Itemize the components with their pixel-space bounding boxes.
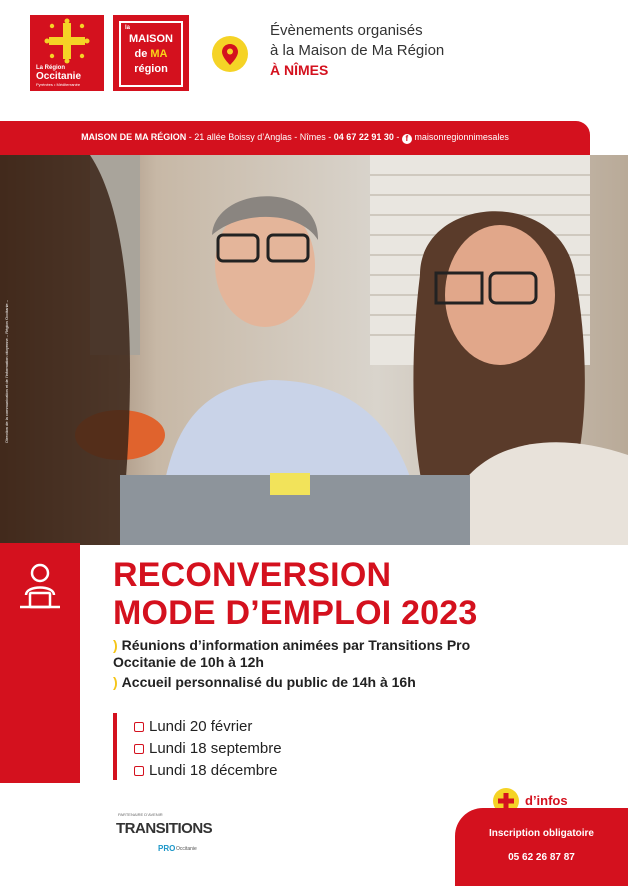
logo-maison-line1: MAISON bbox=[129, 33, 173, 45]
region-occitanie-logo bbox=[30, 15, 104, 91]
transitions-pro-region: Occitanie bbox=[176, 846, 197, 852]
address-band bbox=[0, 121, 590, 155]
bullet-marker: ) bbox=[113, 637, 118, 653]
date-text: Lundi 20 février bbox=[149, 718, 253, 735]
signup-required: Inscription obligatoire bbox=[488, 828, 594, 839]
occitan-cross-icon bbox=[30, 15, 104, 65]
facebook-handle[interactable]: maisonregionnimesales bbox=[414, 132, 509, 142]
bullet1-text2: Occitanie de 10h à 12h bbox=[113, 654, 264, 670]
events-heading-line1: Évènements organisés bbox=[270, 22, 423, 39]
facebook-icon: f bbox=[402, 134, 412, 144]
venue-address: - 21 allée Boissy d’Anglas - Nîmes - bbox=[186, 132, 334, 142]
date-item bbox=[134, 740, 282, 757]
more-info-label: d’infos bbox=[525, 793, 568, 808]
logo-maison-line2 bbox=[121, 48, 181, 60]
maison-de-ma-region-logo bbox=[113, 15, 189, 91]
date-text: Lundi 18 décembre bbox=[149, 762, 278, 779]
transitions-pro-label: PRO bbox=[158, 844, 176, 853]
office-photo bbox=[0, 155, 628, 545]
signup-box bbox=[455, 808, 628, 886]
bullet-info-sessions bbox=[113, 637, 470, 653]
logo-region-name: Occitanie bbox=[36, 71, 82, 82]
bullet2-text: Accueil personnalisé du public de 14h à 16h bbox=[121, 674, 416, 690]
date-item bbox=[134, 718, 252, 735]
side-accent-bar bbox=[0, 543, 80, 783]
title-line1: RECONVERSION bbox=[113, 556, 392, 594]
date-text: Lundi 18 septembre bbox=[149, 740, 282, 757]
bullet-info-sessions-cont bbox=[113, 654, 264, 670]
logo-maison-de: de bbox=[134, 48, 148, 60]
band-separator: - bbox=[393, 132, 402, 142]
events-heading-line2: à la Maison de Ma Région bbox=[270, 42, 445, 59]
photo-credit: Direction de la communication et de l’information citoyenne – Région Occitanie – bbox=[4, 300, 9, 443]
logo-region-label: La Région bbox=[36, 65, 66, 71]
address-line bbox=[0, 132, 590, 144]
transitions-pro-logo: TRANSITIONS bbox=[116, 820, 213, 837]
bullet1-text1: Réunions d’information animées par Transitions Pro bbox=[121, 637, 471, 653]
bullet-marker: ) bbox=[113, 674, 118, 690]
title-line2: MODE D’EMPLOI 2023 bbox=[113, 594, 478, 632]
logo-maison-ma: MA bbox=[150, 48, 168, 60]
logo-frame bbox=[119, 21, 183, 87]
events-city: À NÎMES bbox=[270, 62, 329, 78]
venue-phone: 04 67 22 91 30 bbox=[333, 132, 394, 142]
venue-name: MAISON DE MA RÉGION bbox=[81, 132, 187, 142]
logo-region-tagline: Pyrénées • Méditerranée bbox=[36, 82, 81, 87]
partner-tagline: PARTENAIRE D’AVENIR bbox=[118, 812, 163, 817]
calendar-icon bbox=[134, 722, 144, 732]
location-pin-icon bbox=[212, 36, 248, 72]
dates-accent-bar bbox=[113, 713, 117, 780]
bullet-reception bbox=[113, 674, 416, 690]
logo-maison-article: la bbox=[125, 25, 131, 31]
logo-maison-line3: région bbox=[134, 63, 168, 75]
signup-phone[interactable]: 05 62 26 87 87 bbox=[508, 852, 575, 863]
calendar-icon bbox=[134, 766, 144, 776]
person-laptop-icon bbox=[0, 543, 80, 623]
calendar-icon bbox=[134, 744, 144, 754]
date-item bbox=[134, 762, 277, 779]
